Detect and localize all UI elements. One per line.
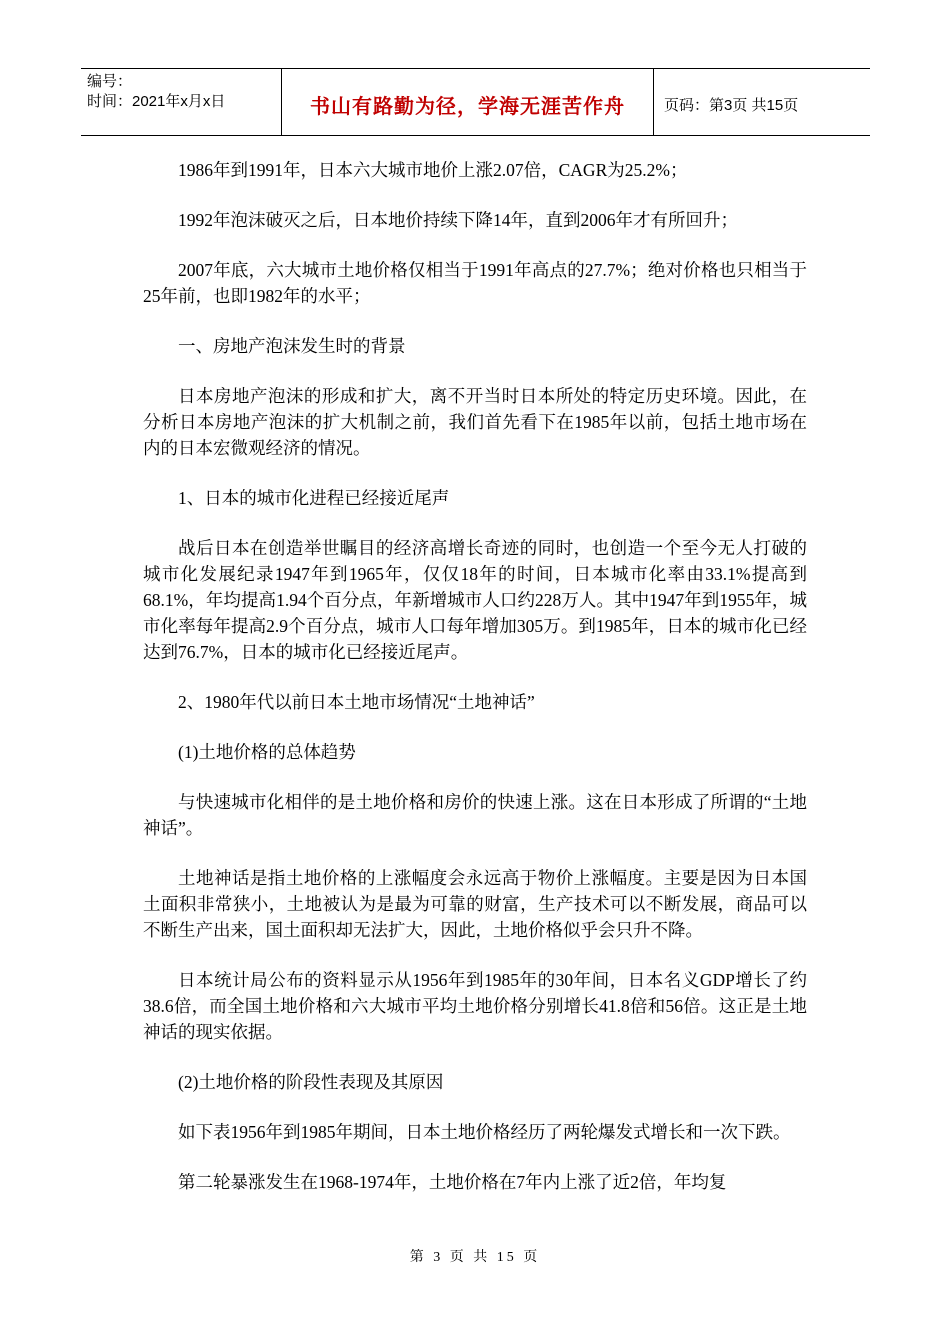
document-body: [143, 157, 807, 1219]
paragraph: 如下表1956年到1985年期间，日本土地价格经历了两轮爆发式增长和一次下跌。: [178, 1122, 791, 1142]
paragraph: 1992年泡沫破灭之后，日本地价持续下降14年，直到2006年才有所回升；: [178, 210, 738, 230]
header-page-info: 页码：第3页 共15页: [664, 96, 799, 114]
header-meta: [81, 69, 282, 135]
paragraph: 战后日本在创造举世瞩目的经济高增长奇迹的同时，也创造一个至今无人打破的城市化发展纪录1947年到1965年，仅仅18年的时间，日本城市化率由33.1%提高到68.1%，年均提高1.94个百分点，年新增城市人口约228万人。其中1947年到1955年，城市化率每年提高2.9个百分点，城市人口每年增加305万。到1985年，日本的城市化已经达到76.7%，日本的城市化已经接近尾声。: [143, 538, 807, 662]
document-time-label: 时间：2021年x月x日: [87, 93, 226, 110]
subsection-heading: 2、1980年代以前日本土地市场情况“土地神话”: [178, 692, 535, 712]
paragraph: 日本房地产泡沫的形成和扩大，离不开当时日本所处的特定历史环境。因此，在分析日本房地产泡沫的扩大机制之前，我们首先看下在1985年以前，包括土地市场在内的日本宏微观经济的情况。: [143, 386, 807, 458]
paragraph: 第二轮暴涨发生在1968-1974年，土地价格在7年内上涨了近2倍，年均复: [178, 1172, 727, 1192]
section-heading: 一、房地产泡沫发生时的背景: [178, 336, 406, 356]
subsection-heading: (1)土地价格的总体趋势: [178, 742, 356, 762]
paragraph: 土地神话是指土地价格的上涨幅度会永远高于物价上涨幅度。主要是因为日本国土面积非常狭小，土地被认为是最为可靠的财富，生产技术可以不断发展，商品可以不断生产出来，国土面积却无法扩大，因此，土地价格似乎会只升不降。: [143, 868, 807, 940]
paragraph: 日本统计局公布的资料显示从1956年到1985年的30年间，日本名义GDP增长了约38.6倍，而全国土地价格和六大城市平均土地价格分别增长41.8倍和56倍。这正是土地神话的现实依据。: [143, 970, 807, 1042]
paragraph: 1986年到1991年，日本六大城市地价上涨2.07倍，CAGR为25.2%；: [178, 160, 688, 180]
subsection-heading: 1、日本的城市化进程已经接近尾声: [178, 488, 450, 508]
document-number-label: 编号：: [87, 73, 133, 90]
header-motto: 书山有路勤为径，学海无涯苦作舟: [282, 69, 654, 135]
paragraph: 与快速城市化相伴的是土地价格和房价的快速上涨。这在日本形成了所谓的“土地神话”。: [143, 792, 807, 838]
subsection-heading: (2)土地价格的阶段性表现及其原因: [178, 1072, 444, 1092]
page-footer: 第 3 页 共 15 页: [409, 1250, 541, 1265]
page-header: [81, 68, 870, 136]
paragraph: 2007年底，六大城市土地价格仅相当于1991年高点的27.7%；绝对价格也只相当于25年前，也即1982年的水平；: [143, 260, 807, 306]
